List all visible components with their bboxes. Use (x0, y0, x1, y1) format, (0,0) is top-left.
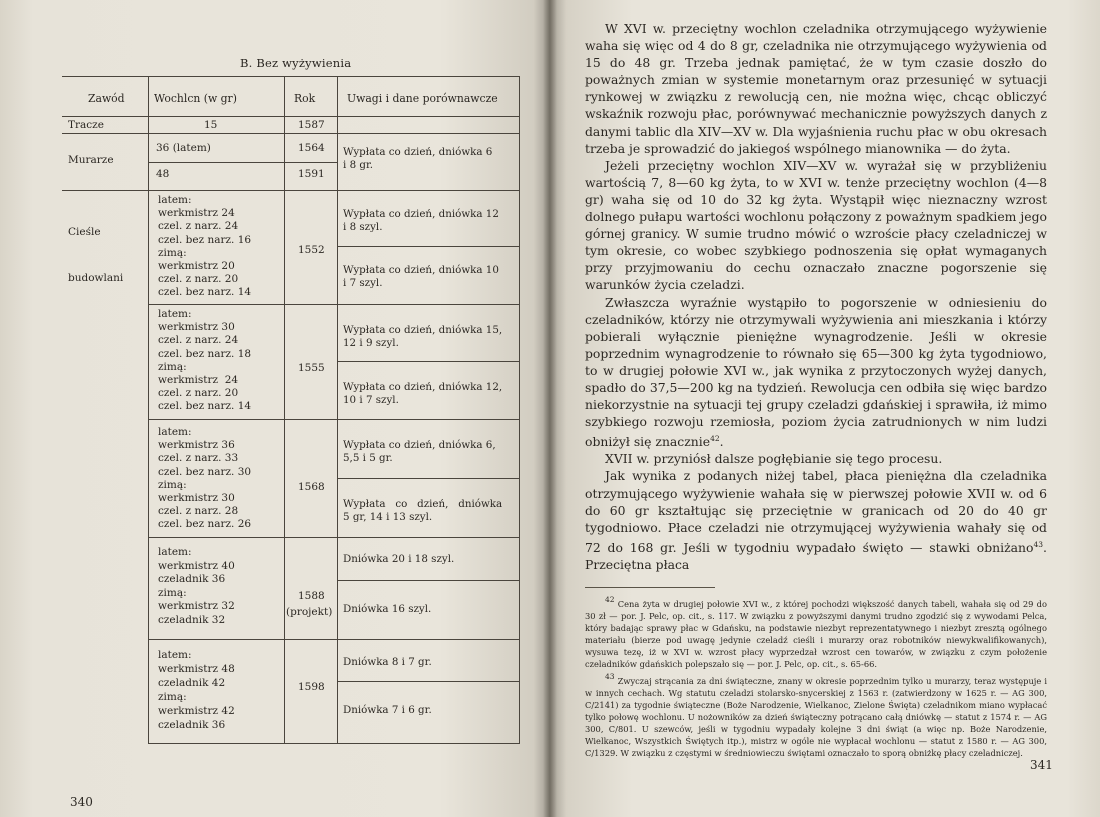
header-occupation: Zawód (88, 92, 125, 105)
wage-line: czel. bez narz. 18 (158, 347, 252, 360)
wage-table (62, 76, 520, 744)
wage-line: czel. z narz. 24 (158, 220, 239, 233)
footnote-ref-43[interactable]: 43 (1033, 539, 1044, 549)
wage-line: czel. z narz. 20 (158, 387, 239, 400)
wage-line: werkmistrz 30 (158, 321, 235, 334)
wage-murarze-1: 36 (latem) (156, 142, 211, 154)
wage-line: latem: (158, 308, 192, 320)
wage-line: latem: (158, 649, 192, 661)
note-murarze-line-1: Wypłata co dzień, dniówka 6 (343, 146, 493, 158)
note-1555-b-line-1: Wypłata co dzień, dniówka 12, (343, 381, 503, 393)
note-1552-a-line-1: Wypłata co dzień, dniówka 12 (343, 208, 499, 220)
right-page (550, 0, 1100, 817)
note-1568-a-line-2: 5,5 i 5 gr. (343, 452, 393, 464)
footnote-marker-43: 43 (605, 671, 615, 681)
paragraph-3-text: Zwłaszcza wyraźnie wystąpiło to pogorszenie w odniesieniu do czeladników, którzy nie otrzymywali wyżywienia ani mieszkania i którzy pobierali wyłącznie pieniężne wynagrodzenie. Jeśli w okresie poprzednim wynagrodzenie to równało się 65—300 kg żyta tygodniowo, to w drugiej połowie XVI w., jak wynika z przytoczonych wyżej danych, spadło do 37,5—200 kg na tydzień. Rewolucja cen odbiła się więc bardzo niekorzystnie na sytuacji tej grupy czeladzi gdańskiej i sprawiła, iż mimo szybkiego rozwoju rzemiosła, poziom życia zatrudnionych w nim ludzi obniżył się znacznie (585, 294, 1047, 450)
note-1568-b-line-1: Wypłata co dzień, dniówka (343, 498, 503, 510)
year-1555: 1555 (298, 362, 325, 374)
wage-tracze: 15 (204, 119, 218, 131)
wage-line: czeladnik 42 (158, 677, 226, 689)
header-year: Rok (294, 92, 316, 105)
book-gutter (543, 0, 557, 817)
note-1555-b-line-2: 10 i 7 szyl. (343, 394, 399, 406)
year-tracze: 1587 (298, 119, 325, 131)
page-number-left: 340 (70, 795, 93, 809)
wage-line: werkmistrz 30 (158, 492, 235, 504)
wage-line: werkmistrz 32 (158, 600, 235, 612)
note-1598-a: Dniówka 8 i 7 gr. (343, 656, 432, 668)
note-1588-a: Dniówka 20 i 18 szyl. (343, 553, 455, 565)
wage-line: zimą: (158, 478, 187, 491)
header-notes: Uwagi i dane porównawcze (347, 92, 498, 105)
wage-line: czel. bez narz. 14 (158, 286, 252, 299)
year-1588: 1588 (298, 590, 325, 602)
section-title: B. Bez wyżywienia (240, 56, 352, 70)
wage-line: werkmistrz 20 (158, 260, 235, 272)
note-1568-a-line-1: Wypłata co dzień, dniówka 6, (343, 439, 496, 451)
wage-line: werkmistrz 24 (158, 374, 239, 386)
wage-line: czel. bez narz. 16 (158, 233, 252, 246)
note-1598-b: Dniówka 7 i 6 gr. (343, 704, 432, 716)
year-murarze-2: 1591 (298, 168, 325, 180)
wage-line: latem: (158, 426, 192, 438)
wage-line: czel. bez narz. 26 (158, 518, 252, 531)
wage-line: werkmistrz 24 (158, 207, 235, 220)
note-1568-b-line-2: 5 gr, 14 i 13 szyl. (343, 511, 433, 523)
note-1588-b: Dniówka 16 szyl. (343, 603, 432, 615)
occupation-tracze: Tracze (68, 119, 104, 131)
footnote-divider (585, 587, 715, 588)
note-murarze-line-2: i 8 gr. (343, 159, 374, 171)
wage-line: latem: (158, 546, 192, 558)
footnote-42-text: Cena żyta w drugiej połowie XVI w., z której pochodzi większość danych tabeli, wahała się od 29 do 30 zł — por. J. Pelc, op. cit., s. 117. W związku z powyższymi danymi trudno zgodzić się z wywodami Pelca, który badając sprawy płac w Gdańsku, na podstawie niezbyt reprezentatywnego i niezbyt zresztą ogólnego materiału (bierze pod uwagę jedynie czeladź cieśli i murarzy oraz robotników niewykwalifikowanych), wysuwa tezę, iż w XVI w. wzrost płacy wyprzedzał wzrost cen towarów, w związku z czym położenie czeladników gdańskich polepszało się — por. J. Pelc, op. cit., s. 65-66. (585, 599, 1047, 670)
paragraph-3: Zwłaszcza wyraźnie wystąpiło to pogorszenie w odniesieniu do czeladników, którzy nie otrzymywali wyżywienia ani mieszkania i którzy pobierali wyłącznie pieniężne wynagrodzenie. Jeśli w okresie poprzednim wynagrodzenie to równało się 65—300 kg żyta tygodniowo, to w drugiej połowie XVI w., jak wynika z przytoczonych wyżej danych, spadło do 37,5—200 kg na tydzień. Rewolucja cen odbiła się więc bardzo niekorzystnie na sytuacji tej grupy czeladzi gdańskiej i sprawiła, iż mimo szybkiego rozwoju rzemiosła, poziom życia zatrudnionych w nim ludzi obniżył się znacznie$^{42}$. (585, 294, 1047, 450)
paragraph-5-tail: . Przeciętna płaca (585, 539, 1047, 572)
occupation-budowlani: budowlani (68, 272, 124, 284)
footnote-marker-42: 42 (605, 595, 615, 604)
footnote-43-text: Zwyczaj strącania za dni świąteczne, znany w okresie poprzednim tylko u murarzy, teraz występuje i w innych cechach. Wg statutu czeladzi stolarsko-snycerskiej z 1563 r. (zatwierdzony w 1625 r. — AG 300, C/2141) za tygodnie świąteczne (Boże Narodzenie, Wielkanoc, Zielone Święta) czeladnikom miano wypłacać tylko połowę wochlonu. U nożowników za dzień świąteczny potrącano całą dniówkę — statut z 1574 r. — AG 300, C/801. U szewców, jeśli w tygodniu wypadały kolejne 3 dni świąt (a więc np. Boże Narodzenie, Wielkanoc, Wszystkich Świętych itp.), mistrz w ogóle nie wypłacał wochlonu — statut z 1580 r. — AG 300, C/1329. W związku z częstymi w średniowieczu świętami oznaczało to sporą obniżkę płacy czeladniczej. (585, 675, 1047, 759)
paragraph-5 (585, 467, 1047, 573)
occupation-murarze: Murarze (68, 154, 114, 166)
wage-line: czeladnik 36 (158, 719, 226, 731)
year-1588-note: (projekt) (286, 606, 333, 618)
note-1555-a-line-2: 12 i 9 szyl. (343, 337, 399, 349)
wage-line: czel. z narz. 20 (158, 273, 239, 286)
header-wage: Wochlcn (w gr) (154, 92, 237, 105)
paragraph-5-text: Jak wynika z podanych niżej tabel, płaca pieniężna dla czeladnika otrzymującego wyżywienie wahała się w pierwszej połowie XVII w. od 6 do 60 gr kształtując się przeciętnie w granicach od 20 do 40 gr tygodniowo. Płace czeladzi nie otrzymującej wyżywienia wahały się od 72 do 168 gr. Jeśli w tygodniu wypadało święto — stawki obniżano (585, 468, 1047, 555)
wage-line: werkmistrz 36 (158, 439, 235, 452)
note-1552-b-line-2: i 7 szyl. (343, 277, 383, 289)
wage-line: zimą: (158, 246, 187, 259)
wage-line: czel. z narz. 28 (158, 505, 239, 518)
year-1598: 1598 (298, 681, 325, 693)
note-1552-b-line-1: Wypłata co dzień, dniówka 10 (343, 264, 499, 276)
occupation-ciesle: Cieśle (68, 226, 101, 238)
wage-line: czel. z narz. 24 (158, 334, 239, 347)
footnote-42 (585, 594, 1047, 671)
wage-line: zimą: (158, 360, 187, 373)
wage-line: werkmistrz 42 (158, 705, 235, 717)
wage-line: zimą: (158, 586, 187, 599)
note-1555-a-line-1: Wypłata co dzień, dniówka 15, (343, 324, 503, 336)
wage-line: latem: (158, 194, 192, 206)
wage-line: zimą: (158, 691, 187, 703)
wage-line: czel. z narz. 33 (158, 452, 239, 465)
wage-line: czeladnik 32 (158, 613, 226, 626)
page-number-right: 341 (1030, 758, 1053, 772)
wage-line: czeladnik 36 (158, 573, 226, 585)
year-1568: 1568 (298, 481, 325, 493)
wage-line: werkmistrz 40 (158, 559, 235, 572)
year-1552: 1552 (298, 244, 325, 256)
footnote-43 (585, 671, 1047, 760)
wage-murarze-2: 48 (156, 168, 170, 180)
year-murarze-1: 1564 (298, 142, 325, 154)
body-text (585, 20, 1047, 759)
wage-line: werkmistrz 48 (158, 663, 235, 675)
wage-line: czel. bez narz. 14 (158, 400, 252, 413)
paragraph-1: W XVI w. przeciętny wochlon czeladnika otrzymującego wyżywienie waha się więc od 4 do 8 gr, czeladnika nie otrzymującego wyżywienia od 15 do 48 gr. Trzeba jednak pamiętać, że w tym czasie doszło do poważnych zmian w systemie monetarnym oraz przesunięć w sytuacji rynkowej w związku z rewolucją cen, nie można więc, chcąc obliczyć wskaźnik rozwoju płac, porównywać mechanicznie powyższych danych z danymi tablic dla XIV—XV w. Dla wyjaśnienia ruchu płac w obu okresach trzeba je sprowadzić do jakiegoś wspólnego mianownika — do żyta. (585, 21, 1047, 156)
footnote-ref-42[interactable]: 42 (710, 434, 720, 444)
note-1552-a-line-2: i 8 szyl. (343, 221, 383, 233)
footnotes (585, 594, 1047, 759)
paragraph-4: XVII w. przyniósł dalsze pogłębianie się tego procesu. (605, 451, 943, 467)
wage-line: czel. bez narz. 30 (158, 465, 252, 478)
paragraph-2: Jeżeli przeciętny wochlon XIV—XV w. wyrażał się w przybliżeniu wartością 7, 8—60 kg żyta, to w XVI w. tenże przeciętny wochlon (4—8 gr) waha się od 10 do 32 kg żyta. Wystąpił więc nieznaczny wzrost dolnego pułapu wartości wochlonu połączony z poważnym spadkiem jego górnej granicy. W sumie trudno mówić o wzroście płacy czeladniczej w tym okresie, co wobec szybkiego podnoszenia się opłat wymaganych przy przyjmowaniu do cechu oznaczało znaczne pogorszenie się warunków życia czeladzi. (585, 157, 1047, 293)
